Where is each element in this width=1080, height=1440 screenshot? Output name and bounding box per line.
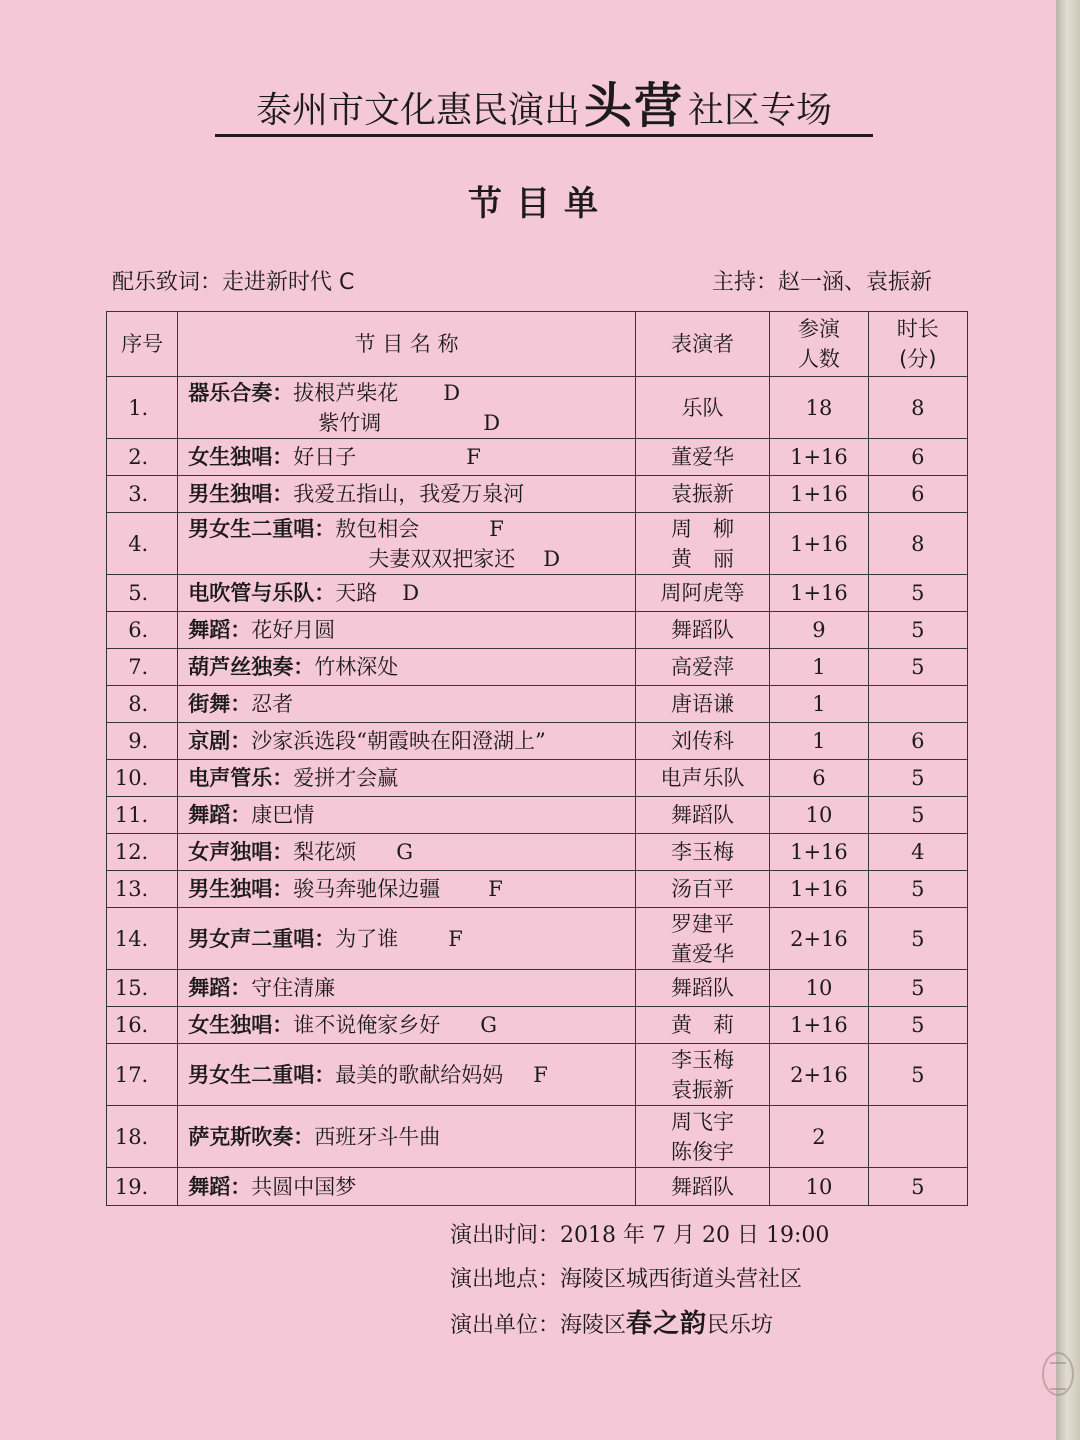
table-row (107, 1168, 968, 1206)
table-row (107, 686, 968, 723)
cell-participant-count: 1 (770, 686, 868, 723)
cell-participant-count: 2+16 (770, 908, 868, 970)
cell-duration: 5 (868, 1168, 967, 1206)
performer-name: 黄 丽 (671, 546, 735, 571)
cell-duration: 4 (868, 834, 967, 871)
event-unit (450, 1302, 970, 1348)
performer-name: 乐队 (681, 395, 724, 420)
program-name-line (188, 973, 631, 1003)
program-song-title: 最美的歌献给妈妈 (335, 1062, 504, 1087)
cell-program-name (178, 476, 636, 513)
program-genre: 男女生二重唱： (188, 516, 336, 541)
cell-duration: 5 (868, 1007, 967, 1044)
performer-name: 汤百平 (671, 877, 735, 901)
program-music-key: G (480, 1013, 498, 1037)
event-title-part1: 泰州市文化惠民演出 (255, 90, 580, 131)
event-time-label: 演出时间： (450, 1223, 561, 1248)
page-edge-background (1056, 0, 1080, 1440)
program-song-title: 敖包相会 (335, 516, 420, 541)
cell-performer (635, 760, 769, 797)
program-name-line (188, 924, 631, 954)
table-row (107, 797, 968, 834)
cell-performer (635, 797, 769, 834)
cell-duration: 5 (868, 760, 967, 797)
performer-name: 李玉梅 (671, 1047, 735, 1072)
event-title-part3: 社区专场 (688, 90, 833, 131)
program-song-title: 康巴情 (251, 803, 315, 827)
header-duration (868, 312, 967, 377)
cell-program-name (178, 834, 636, 871)
cell-performer (635, 439, 769, 476)
cell-duration: 8 (868, 513, 967, 575)
event-time (450, 1214, 970, 1258)
performer-name: 袁振新 (671, 1077, 735, 1102)
program-song-title: 紫竹调 (318, 410, 382, 435)
cell-no: 14. (107, 908, 178, 970)
cell-performer (635, 834, 769, 871)
table-row (107, 476, 968, 513)
performer-name: 周阿虎等 (660, 581, 745, 605)
cell-no: 7. (107, 649, 178, 686)
table-header-row (107, 312, 968, 377)
header-duration-line1: 时长 (896, 317, 939, 341)
cell-participant-count: 1+16 (770, 1007, 868, 1044)
program-genre: 舞蹈： (188, 618, 252, 642)
cell-performer (635, 513, 769, 575)
table-row (107, 908, 968, 970)
performer-name: 董爱华 (671, 445, 735, 469)
program-song-title: 好日子 (293, 445, 357, 469)
table-row (107, 1044, 968, 1106)
cell-no: 1. (107, 377, 178, 439)
program-song-title: 花好月圆 (251, 618, 336, 642)
program-music-key: F (533, 1062, 548, 1087)
program-genre: 女生独唱： (188, 1013, 294, 1037)
cell-no: 15. (107, 970, 178, 1007)
cell-no: 13. (107, 871, 178, 908)
cell-duration (868, 686, 967, 723)
performer-name: 舞蹈队 (671, 976, 735, 1000)
cell-program-name (178, 1044, 636, 1106)
program-name-line (188, 837, 631, 867)
cell-performer (635, 1007, 769, 1044)
cell-no: 17. (107, 1044, 178, 1106)
table-row (107, 970, 968, 1007)
table-row (107, 377, 968, 439)
program-song-title: 忍者 (251, 692, 294, 716)
cell-performer (635, 970, 769, 1007)
event-unit-brand: 春之韵 (626, 1309, 708, 1339)
program-genre: 电吹管与乐队： (188, 581, 336, 605)
program-rows (107, 377, 968, 1206)
program-song-title: 骏马奔驰保边疆 (293, 877, 441, 901)
header-performer: 表演者 (635, 312, 769, 377)
program-genre: 萨克斯吹奏： (188, 1124, 315, 1149)
cell-no: 9. (107, 723, 178, 760)
cell-program-name (178, 649, 636, 686)
program-music-key: D (543, 546, 561, 571)
program-music-key: F (489, 516, 504, 541)
performer-name: 电声乐队 (660, 766, 745, 790)
event-unit-prefix: 海陵区 (560, 1313, 627, 1338)
program-genre: 女生独唱： (188, 445, 294, 469)
program-genre: 女声独唱： (188, 840, 294, 864)
cell-program-name (178, 1168, 636, 1206)
cell-participant-count: 18 (770, 377, 868, 439)
program-genre: 葫芦丝独奏： (188, 655, 315, 679)
program-song-title: 谁不说俺家乡好 (293, 1013, 441, 1037)
program-name-line (188, 1122, 631, 1152)
program-genre: 男生独唱： (188, 877, 294, 901)
cell-participant-count: 2 (770, 1106, 868, 1168)
cell-performer (635, 476, 769, 513)
program-music-key: D (483, 410, 501, 435)
event-footer (450, 1214, 970, 1348)
cell-program-name (178, 377, 636, 439)
table-row (107, 1106, 968, 1168)
program-song-title: 为了谁 (335, 926, 399, 951)
program-name-line (188, 544, 631, 574)
cell-no: 19. (107, 1168, 178, 1206)
cell-performer (635, 686, 769, 723)
cell-participant-count: 10 (770, 970, 868, 1007)
cell-participant-count: 1+16 (770, 476, 868, 513)
cell-performer (635, 1168, 769, 1206)
performer-name: 舞蹈队 (671, 1174, 735, 1199)
program-genre: 男女声二重唱： (188, 926, 336, 951)
table-row (107, 513, 968, 575)
cell-duration: 6 (868, 723, 967, 760)
program-genre: 舞蹈： (188, 803, 252, 827)
header-no: 序号 (107, 312, 178, 377)
program-music-key: F (488, 877, 503, 901)
program-name-line (188, 442, 631, 472)
program-song-title: 沙家浜选段“朝霞映在阳澄湖上” (251, 729, 546, 753)
cell-duration: 5 (868, 970, 967, 1007)
cell-performer (635, 649, 769, 686)
program-title: 节目单 (468, 184, 612, 224)
program-genre: 舞蹈： (188, 976, 252, 1000)
event-time-value: 2018 年 7 月 20 日 19:00 (560, 1223, 830, 1248)
performer-name: 罗建平 (671, 911, 735, 936)
table-row (107, 575, 968, 612)
header-count-line1: 参演 (797, 317, 840, 341)
program-name-line (188, 763, 631, 793)
performer-name: 舞蹈队 (671, 803, 735, 827)
cell-program-name (178, 760, 636, 797)
program-name-line (188, 479, 631, 509)
cell-no: 5. (107, 575, 178, 612)
cell-duration (868, 1106, 967, 1168)
performer-name: 黄 莉 (671, 1013, 735, 1037)
program-name-line (188, 615, 631, 645)
program-song-title: 拔根芦柴花 (293, 380, 399, 405)
performer-name: 舞蹈队 (671, 618, 735, 642)
cell-participant-count: 1 (770, 649, 868, 686)
table-row (107, 612, 968, 649)
program-name-line (188, 689, 631, 719)
program-name-line (188, 1010, 631, 1040)
cell-participant-count: 1+16 (770, 871, 868, 908)
program-name-line (188, 578, 631, 608)
program-music-key: F (466, 445, 481, 469)
program-music-key: D (443, 380, 461, 405)
cell-duration: 5 (868, 1044, 967, 1106)
cell-duration: 5 (868, 612, 967, 649)
program-name-line (188, 408, 631, 438)
event-place (450, 1258, 970, 1302)
cell-no: 6. (107, 612, 178, 649)
event-unit-label: 演出单位： (450, 1313, 561, 1338)
cell-program-name (178, 723, 636, 760)
cell-performer (635, 612, 769, 649)
cell-participant-count: 9 (770, 612, 868, 649)
program-name-line (188, 1172, 631, 1202)
program-song-title: 守住清廉 (251, 976, 336, 1000)
event-title-community-name: 头营 (583, 78, 684, 134)
program-genre: 男女生二重唱： (188, 1062, 336, 1087)
table-row (107, 1007, 968, 1044)
header-duration-line2: (分) (899, 347, 937, 371)
performer-name: 高爱萍 (671, 655, 735, 679)
event-unit-suffix: 民乐坊 (707, 1313, 774, 1338)
table-row (107, 760, 968, 797)
music-speech-line: 配乐致词：走进新时代 C (112, 270, 355, 295)
cell-duration: 5 (868, 649, 967, 686)
cell-program-name (178, 970, 636, 1007)
cell-participant-count: 1 (770, 723, 868, 760)
cell-program-name (178, 686, 636, 723)
performer-name: 李玉梅 (671, 840, 735, 864)
program-name-line (188, 1060, 631, 1090)
header-count (770, 312, 868, 377)
cell-performer (635, 723, 769, 760)
event-place-value: 海陵区城西街道头营社区 (560, 1267, 803, 1292)
program-name-line (188, 726, 631, 756)
cell-performer (635, 1106, 769, 1168)
cell-duration: 8 (868, 377, 967, 439)
cell-no: 10. (107, 760, 178, 797)
cell-participant-count: 1+16 (770, 513, 868, 575)
program-song-title: 竹林深处 (314, 655, 399, 679)
cell-participant-count: 1+16 (770, 834, 868, 871)
hosts-line: 主持：赵一涵、袁振新 (711, 270, 932, 295)
cell-program-name (178, 439, 636, 476)
cell-duration: 6 (868, 439, 967, 476)
performer-name: 陈俊宇 (671, 1139, 735, 1164)
cell-participant-count: 1+16 (770, 575, 868, 612)
program-song-title: 梨花颂 (293, 840, 357, 864)
header-name: 节 目 名 称 (178, 312, 636, 377)
cell-program-name (178, 575, 636, 612)
program-genre: 男生独唱： (188, 482, 294, 506)
table-row (107, 439, 968, 476)
program-name-line (188, 652, 631, 682)
program-genre: 街舞： (188, 692, 252, 716)
event-title-block (215, 76, 873, 137)
cell-program-name (178, 797, 636, 834)
cell-no: 11. (107, 797, 178, 834)
cell-program-name (178, 612, 636, 649)
cell-performer (635, 908, 769, 970)
cell-participant-count: 1+16 (770, 439, 868, 476)
cell-performer (635, 871, 769, 908)
program-music-key: F (448, 926, 463, 951)
program-song-title: 爱拼才会赢 (293, 766, 399, 790)
cell-no: 12. (107, 834, 178, 871)
cell-participant-count: 6 (770, 760, 868, 797)
program-genre: 器乐合奏： (188, 380, 294, 405)
cell-duration: 6 (868, 476, 967, 513)
event-place-label: 演出地点： (450, 1267, 561, 1292)
cell-program-name (178, 1106, 636, 1168)
cell-duration: 5 (868, 871, 967, 908)
cell-program-name (178, 1007, 636, 1044)
program-genre: 电声管乐： (188, 766, 294, 790)
program-name-line (188, 800, 631, 830)
program-genre: 舞蹈： (188, 1174, 252, 1199)
header-count-line2: 人数 (797, 347, 840, 371)
program-name-line (188, 378, 631, 408)
performer-name: 唐语谦 (671, 692, 735, 716)
performer-name: 周 柳 (671, 516, 735, 541)
program-music-key: G (396, 840, 414, 864)
cell-no: 4. (107, 513, 178, 575)
program-genre: 京剧： (188, 729, 252, 753)
cell-no: 2. (107, 439, 178, 476)
performer-name: 董爱华 (671, 941, 735, 966)
program-song-title: 夫妻双双把家还 (368, 546, 516, 571)
cell-duration: 5 (868, 908, 967, 970)
program-table (106, 311, 968, 1206)
cell-program-name (178, 908, 636, 970)
table-row (107, 871, 968, 908)
program-song-title: 天路 (335, 581, 378, 605)
cell-performer (635, 377, 769, 439)
cell-duration: 5 (868, 797, 967, 834)
table-row (107, 723, 968, 760)
event-title (215, 80, 873, 137)
cell-no: 16. (107, 1007, 178, 1044)
cell-program-name (178, 513, 636, 575)
table-row (107, 649, 968, 686)
performer-name: 周飞宇 (671, 1109, 735, 1134)
cell-performer (635, 1044, 769, 1106)
performer-name: 袁振新 (671, 482, 735, 506)
cell-no: 18. (107, 1106, 178, 1168)
corner-seal-mark (1042, 1352, 1074, 1396)
program-song-title: 我爱五指山，我爱万泉河 (293, 482, 525, 506)
cell-participant-count: 10 (770, 797, 868, 834)
cell-no: 3. (107, 476, 178, 513)
cell-performer (635, 575, 769, 612)
cell-no: 8. (107, 686, 178, 723)
program-name-line (188, 874, 631, 904)
table-row (107, 834, 968, 871)
program-song-title: 西班牙斗牛曲 (314, 1124, 441, 1149)
program-name-line (188, 514, 631, 544)
cell-program-name (178, 871, 636, 908)
performer-name: 刘传科 (671, 729, 735, 753)
program-music-key: D (402, 581, 420, 605)
cell-duration: 5 (868, 575, 967, 612)
cell-participant-count: 10 (770, 1168, 868, 1206)
cell-participant-count: 2+16 (770, 1044, 868, 1106)
program-song-title: 共圆中国梦 (251, 1174, 357, 1199)
